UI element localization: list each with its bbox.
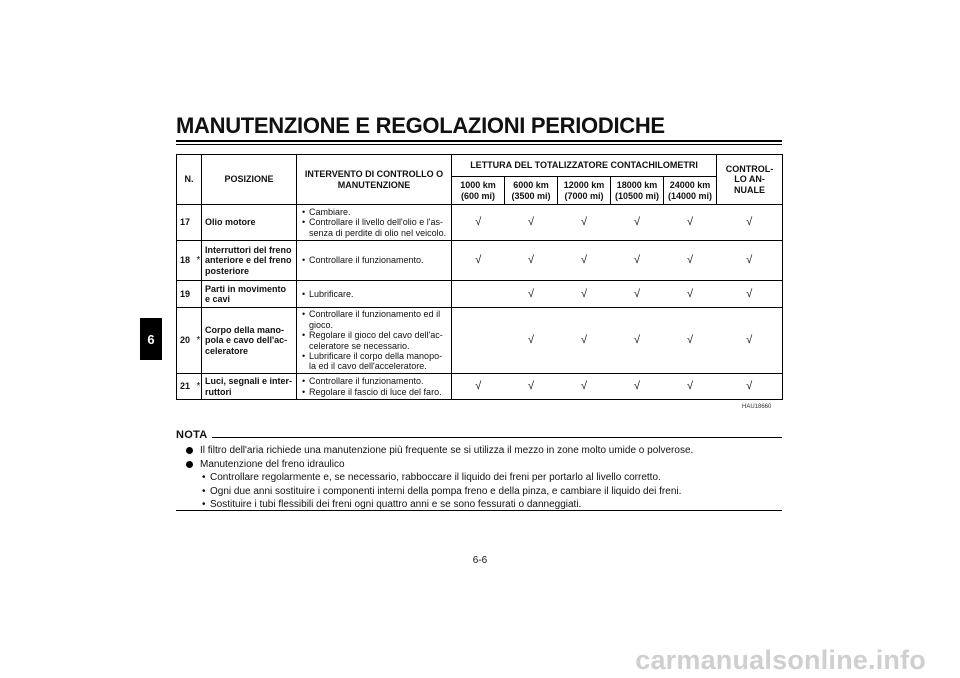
row-actions [297, 205, 452, 241]
action-item: • Cambiare. [300, 207, 448, 217]
nota-item: Manutenzione del freno idraulico • Controllare regolarmente e, se necessario, rabboccare il liquido dei freni per portarlo al livello corretto. • Ogni due anni sostituire i componenti interni della pompa freno e della pinza, e cambiare il liquido dei freni. • Sostituire i tubi flessibili dei freni ogni quattro anni e se sono fessurati o danneggiati. [184, 458, 782, 512]
nota-title: NOTA [176, 429, 208, 441]
nota-sub-item: • Sostituire i tubi flessibili dei freni ogni quattro anni e se sono fessurati o danneggiati. [202, 499, 582, 510]
header-intervento: INTERVENTO DI CONTROLLO O MANUTENZIONE [297, 155, 452, 205]
row-star [194, 205, 202, 241]
bullet-icon: • [202, 485, 206, 497]
check-mark: √ [717, 205, 783, 241]
check-mark: √ [611, 281, 664, 308]
document-code: HAU18660 [742, 404, 772, 410]
bullet-icon: • [202, 472, 206, 483]
check-mark: √ [558, 241, 611, 281]
row-star [194, 281, 202, 308]
action-item: • Lubrificare il corpo della manopo-la ed il cavo dell'acceleratore. [300, 351, 448, 372]
action-item: • Controllare il funzionamento. [300, 255, 448, 265]
check-empty [452, 308, 505, 374]
check-mark: √ [664, 241, 717, 281]
row-number: 17 [177, 205, 194, 241]
check-mark: √ [558, 308, 611, 374]
row-position: Olio motore [202, 205, 297, 241]
title-rule [176, 140, 782, 142]
action-item: • Controllare il funzionamento ed il gioco. [300, 309, 448, 330]
maintenance-table [176, 154, 783, 400]
row-number: 20 [177, 308, 194, 374]
action-item: • Controllare il funzionamento. [300, 376, 448, 386]
check-mark: √ [558, 205, 611, 241]
check-mark: √ [717, 308, 783, 374]
header-lettura: LETTURA DEL TOTALIZZATORE CONTACHILOMETRI [452, 155, 717, 177]
row-number: 18 [177, 241, 194, 281]
nota-sub-item: • Ogni due anni sostituire i componenti interni della pompa freno e della pinza, e cambiare il liquido dei freni. [202, 485, 682, 497]
check-mark: √ [452, 205, 505, 241]
check-mark: √ [611, 205, 664, 241]
action-item: • Controllare il livello dell'olio e l'as-senza di perdite di olio nel veicolo. [300, 217, 448, 238]
bullet-icon: • [202, 499, 206, 510]
row-number: 21 [177, 374, 194, 400]
action-item: • Regolare il gioco del cavo dell'ac-celeratore se necessario. [300, 330, 448, 351]
check-mark: √ [611, 241, 664, 281]
nota-list [184, 444, 782, 512]
table-row [177, 308, 783, 374]
row-position: Corpo della mano-pola e cavo dell'ac-celeratore [202, 308, 297, 374]
check-mark: √ [452, 241, 505, 281]
header-km-3: 12000 km (7000 mi) [558, 177, 611, 205]
check-mark: √ [505, 374, 558, 400]
table-row [177, 281, 783, 308]
bullet-icon [186, 461, 193, 468]
check-mark: √ [558, 281, 611, 308]
check-mark: √ [611, 308, 664, 374]
table-row [177, 374, 783, 400]
check-mark: √ [505, 281, 558, 308]
page-title: MANUTENZIONE E REGOLAZIONI PERIODICHE [176, 113, 665, 138]
header-km-4: 18000 km (10500 mi) [611, 177, 664, 205]
header-km-2: 6000 km (3500 mi) [505, 177, 558, 205]
row-position: Parti in movimento e cavi [202, 281, 297, 308]
check-mark: √ [611, 374, 664, 400]
check-mark: √ [505, 308, 558, 374]
row-actions [297, 281, 452, 308]
row-position: Interruttori del freno anteriore e del freno posteriore [202, 241, 297, 281]
title-rule-thin [176, 144, 782, 145]
watermark: carmanualsonline.info [635, 645, 926, 675]
check-mark: √ [664, 205, 717, 241]
nota-rule-bottom [176, 510, 782, 511]
check-empty [452, 281, 505, 308]
table-row [177, 241, 783, 281]
row-position: Luci, segnali e inter-ruttori [202, 374, 297, 400]
row-number: 19 [177, 281, 194, 308]
check-mark: √ [717, 374, 783, 400]
nota-sub-list [200, 471, 782, 512]
check-mark: √ [664, 374, 717, 400]
row-star: * [194, 374, 202, 400]
action-item: • Regolare il fascio di luce del faro. [300, 387, 448, 397]
table-row [177, 205, 783, 241]
check-mark: √ [664, 308, 717, 374]
nota-sub-item: • Controllare regolarmente e, se necessario, rabboccare il liquido dei freni per portarlo al livello corretto. [202, 472, 661, 483]
page-number: 6-6 [472, 555, 488, 566]
check-mark: √ [664, 281, 717, 308]
check-mark: √ [558, 374, 611, 400]
check-mark: √ [452, 374, 505, 400]
header-posizione: POSIZIONE [202, 155, 297, 205]
check-mark: √ [505, 241, 558, 281]
nota-rule [212, 437, 782, 438]
check-mark: √ [717, 241, 783, 281]
chapter-tab: 6 [140, 318, 162, 360]
bullet-icon [186, 447, 193, 454]
row-actions [297, 374, 452, 400]
row-actions [297, 241, 452, 281]
row-star: * [194, 241, 202, 281]
row-actions [297, 308, 452, 374]
header-km-1: 1000 km (600 mi) [452, 177, 505, 205]
header-n: N. [177, 155, 202, 205]
header-km-5: 24000 km (14000 mi) [664, 177, 717, 205]
check-mark: √ [717, 281, 783, 308]
check-mark: √ [505, 205, 558, 241]
row-star: * [194, 308, 202, 374]
nota-item: Il filtro dell'aria richiede una manutenzione più frequente se si utilizza il mezzo in zone molto umide o polverose. [184, 444, 782, 458]
header-controllo: CONTROL-LO AN-NUALE [717, 155, 783, 205]
action-item: • Lubrificare. [300, 289, 448, 299]
